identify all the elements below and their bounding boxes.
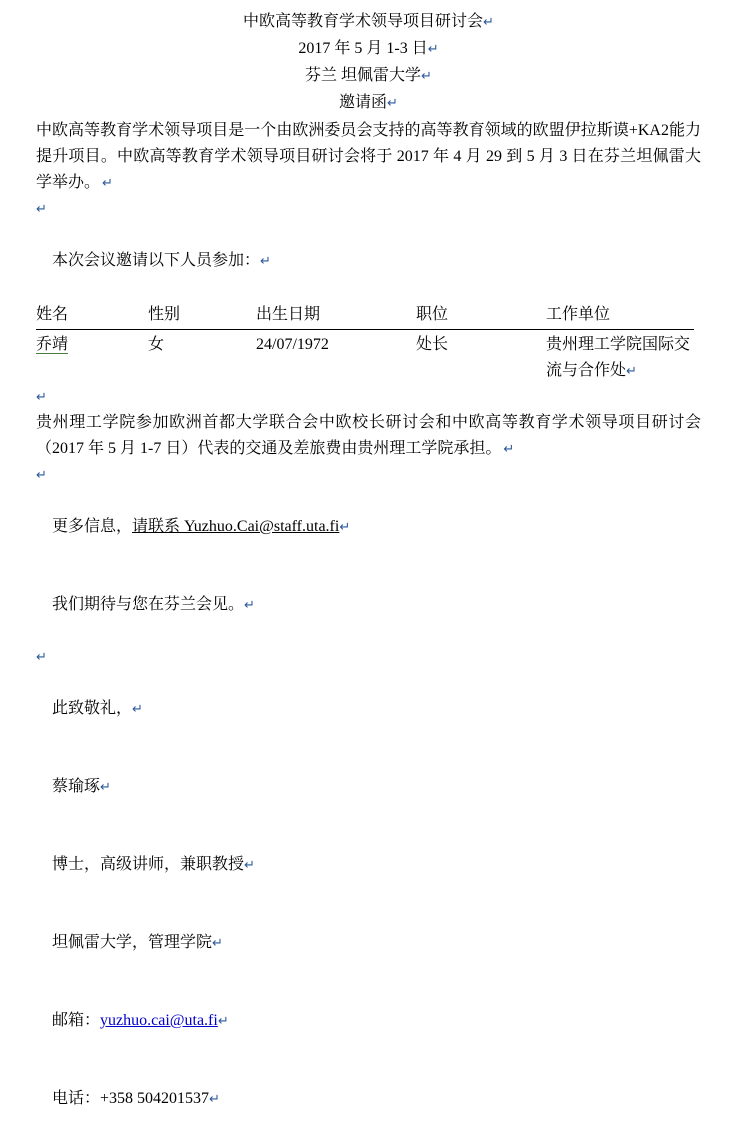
document-location-line xyxy=(36,62,701,89)
signature-titles-wrap xyxy=(36,826,701,904)
organization-text: 贵州理工学院国际交流与合作处 xyxy=(546,336,691,379)
funding-paragraph-wrap xyxy=(36,410,701,462)
blank-line xyxy=(36,462,701,488)
paragraph-mark-icon: ↵ xyxy=(503,441,515,456)
paragraph-mark-icon: ↵ xyxy=(244,857,255,872)
document-dates-line xyxy=(36,35,701,62)
column-header-position: 职位 xyxy=(416,306,449,323)
paragraph-mark-icon: ↵ xyxy=(36,649,47,664)
paragraph-mark-icon: ↵ xyxy=(421,68,432,83)
participant-name: 乔靖 xyxy=(36,336,69,353)
blank-line xyxy=(36,196,701,222)
paragraph-mark-icon: ↵ xyxy=(427,41,439,56)
column-header-organization: 工作单位 xyxy=(546,306,611,323)
column-header-gender: 性别 xyxy=(148,306,181,323)
intro-paragraph: 中欧高等教育学术领导项目是一个由欧洲委员会支持的高等教育领域的欧盟伊拉斯谟+KA2能力提升项目。中欧高等教育学术领导项目研讨会将于 2017 年 4 月 29 到 5 月 3 日在芬兰坦佩雷大学举办。 xyxy=(36,122,701,191)
intro-paragraph-wrap xyxy=(36,118,701,196)
signature-name-wrap xyxy=(36,748,701,826)
document-location: 芬兰 坦佩雷大学 xyxy=(305,67,422,84)
column-header-name: 姓名 xyxy=(36,306,69,323)
paragraph-mark-icon: ↵ xyxy=(36,201,47,216)
cell-position: 处长 xyxy=(416,336,449,353)
paragraph-mark-icon: ↵ xyxy=(244,597,255,612)
blank-line xyxy=(36,384,701,410)
document-type-line xyxy=(36,89,701,116)
paragraph-mark-icon: ↵ xyxy=(36,467,47,482)
paragraph-mark-icon: ↵ xyxy=(132,701,143,716)
blank-line xyxy=(36,644,701,670)
document-title: 中欧高等教育学术领导项目研讨会 xyxy=(243,13,484,30)
signature-affiliation: 坦佩雷大学，管理学院 xyxy=(52,934,213,951)
participants-table xyxy=(36,302,701,384)
email-link[interactable]: yuzhuo.cai@uta.fi xyxy=(100,1012,218,1029)
paragraph-mark-icon: ↵ xyxy=(209,1091,220,1106)
table-header-row xyxy=(36,302,694,330)
regards-line-wrap xyxy=(36,670,701,748)
paragraph-mark-icon: ↵ xyxy=(102,175,113,190)
contact-email-link[interactable]: 请联系 Yuzhuo.Cai@staff.uta.fi xyxy=(132,518,340,535)
invitation-line-wrap xyxy=(36,222,701,300)
cell-gender: 女 xyxy=(148,336,165,353)
paragraph-mark-icon: ↵ xyxy=(100,779,111,794)
phone-label: 电话： xyxy=(52,1090,101,1107)
phone-line xyxy=(36,1060,701,1138)
phone-value: +358 504201537 xyxy=(100,1090,210,1107)
column-header-birthdate: 出生日期 xyxy=(256,306,321,323)
email-label: 邮箱： xyxy=(52,1012,101,1029)
signature-name: 蔡瑜琢 xyxy=(52,778,101,795)
email-line xyxy=(36,982,701,1060)
paragraph-mark-icon: ↵ xyxy=(212,935,223,950)
cell-name xyxy=(36,332,132,384)
document-type: 邀请函 xyxy=(339,94,388,111)
invitation-line: 本次会议邀请以下人员参加： xyxy=(52,252,261,269)
contact-line xyxy=(36,488,701,566)
cell-organization xyxy=(536,332,694,384)
document-dates: 2017 年 5 月 1-3 日 xyxy=(298,40,428,57)
funding-paragraph: 贵州理工学院参加欧洲首都大学联合会中欧校长研讨会和中欧高等教育学术领导项目研讨会（2017 年 5 月 1-7 日）代表的交通及差旅费由贵州理工学院承担。 xyxy=(36,414,701,457)
paragraph-mark-icon: ↵ xyxy=(387,95,398,110)
contact-prefix: 更多信息， xyxy=(52,518,133,535)
paragraph-mark-icon: ↵ xyxy=(217,1013,229,1028)
closing-line: 我们期待与您在芬兰会见。 xyxy=(52,596,245,613)
cell-birthdate: 24/07/1972 xyxy=(256,336,329,353)
paragraph-mark-icon: ↵ xyxy=(339,519,351,534)
paragraph-mark-icon: ↵ xyxy=(483,14,494,29)
closing-line-wrap xyxy=(36,566,701,644)
document-title-line xyxy=(36,8,701,35)
paragraph-mark-icon: ↵ xyxy=(260,253,271,268)
table-row xyxy=(36,330,694,384)
signature-titles: 博士，高级讲师，兼职教授 xyxy=(52,856,245,873)
signature-affiliation-wrap xyxy=(36,904,701,982)
regards-line: 此致敬礼， xyxy=(52,700,133,717)
paragraph-mark-icon: ↵ xyxy=(36,389,47,404)
paragraph-mark-icon: ↵ xyxy=(626,363,637,378)
